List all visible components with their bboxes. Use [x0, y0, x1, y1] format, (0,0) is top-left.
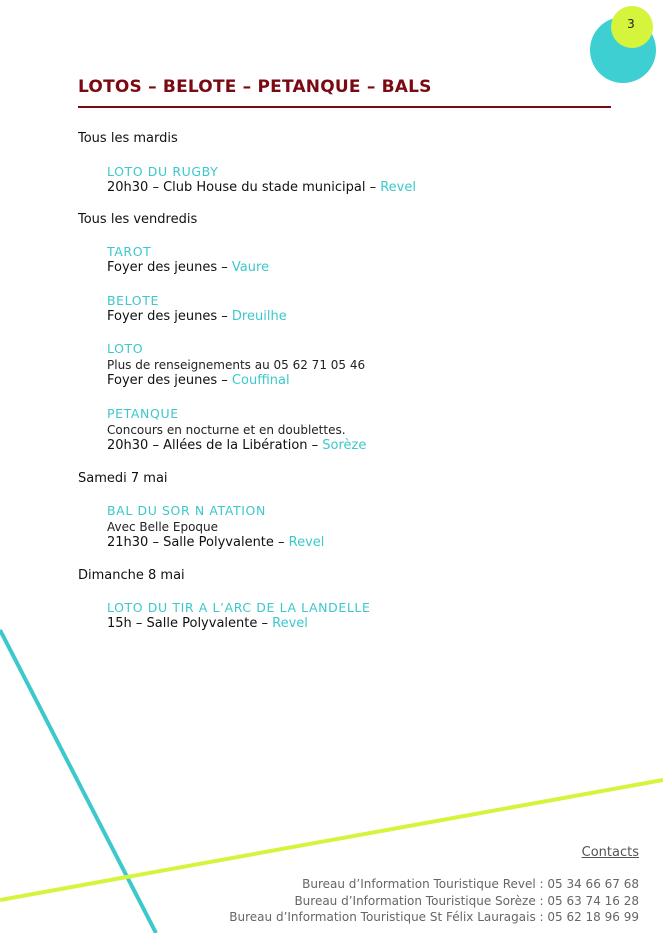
event-place — [107, 535, 324, 551]
event-title: BAL DU SOR N ATATION — [107, 503, 266, 518]
event-item — [107, 406, 366, 454]
separator: – — [217, 260, 232, 275]
event-town: Sorèze — [322, 438, 367, 453]
event-title: BELOTE — [107, 293, 159, 308]
event-place — [107, 438, 366, 454]
event-place-text: 21h30 – Salle Polyvalente — [107, 535, 274, 550]
event-description: Avec Belle Epoque — [107, 520, 219, 534]
contact-line-revel: Bureau d’Information Touristique Revel : 05 34 66 67 68 — [302, 877, 639, 891]
contact-line-soreze: Bureau d’Information Touristique Sorèze : 05 63 74 16 28 — [294, 894, 639, 908]
event-item — [107, 503, 324, 551]
event-place-text: Foyer des jeunes — [107, 373, 218, 388]
event-place-text: 20h30 – Club House du stade municipal — [107, 180, 366, 195]
separator: – — [217, 373, 232, 388]
event-town: Revel — [272, 616, 308, 631]
event-item — [107, 293, 287, 325]
event-town: Vaure — [231, 260, 270, 275]
event-title: TAROT — [107, 244, 152, 259]
event-town: Dreuilhe — [231, 309, 287, 324]
event-description: Concours en nocturne et en doublettes. — [107, 423, 346, 437]
title-divider — [78, 106, 611, 108]
event-place-text: 15h – Salle Polyvalente — [107, 616, 258, 631]
contact-line-st-felix: Bureau d’Information Touristique St Félix Lauragais : 05 62 18 96 99 — [229, 910, 639, 924]
event-place — [107, 180, 416, 196]
event-item — [107, 341, 365, 389]
event-place-text: 20h30 – Allées de la Libération — [107, 438, 308, 453]
event-place — [107, 309, 287, 325]
event-place-text: Foyer des jeunes — [107, 309, 218, 324]
event-town: Couffinal — [231, 373, 290, 388]
day-heading: Tous les mardis — [78, 131, 178, 146]
page-number: 3 — [627, 17, 635, 31]
page-title: LOTOS – BELOTE – PETANQUE – BALS — [78, 77, 432, 97]
event-town: Revel — [380, 180, 416, 195]
event-item — [107, 164, 416, 196]
event-item — [107, 600, 371, 632]
event-title: LOTO — [107, 341, 144, 356]
event-title: PETANQUE — [107, 406, 179, 421]
separator: – — [217, 309, 232, 324]
separator: – — [307, 438, 323, 453]
separator: – — [273, 535, 289, 550]
event-title: LOTO DU TIR A L’ARC DE LA LANDELLE — [107, 600, 371, 615]
event-title: LOTO DU RUGBY — [107, 164, 219, 179]
event-town: Revel — [288, 535, 325, 550]
event-place-text: Foyer des jeunes — [107, 260, 218, 275]
contacts-heading: Contacts — [581, 845, 639, 860]
day-heading: Samedi 7 mai — [78, 471, 168, 486]
event-place — [107, 260, 269, 276]
separator: – — [365, 180, 381, 195]
separator: – — [257, 616, 273, 631]
event-place — [107, 616, 371, 632]
day-heading: Dimanche 8 mai — [78, 568, 185, 583]
event-description: Plus de renseignements au 05 62 71 05 46 — [107, 358, 366, 372]
event-place — [107, 373, 365, 389]
event-item — [107, 244, 269, 276]
day-heading: Tous les vendredis — [78, 212, 198, 227]
